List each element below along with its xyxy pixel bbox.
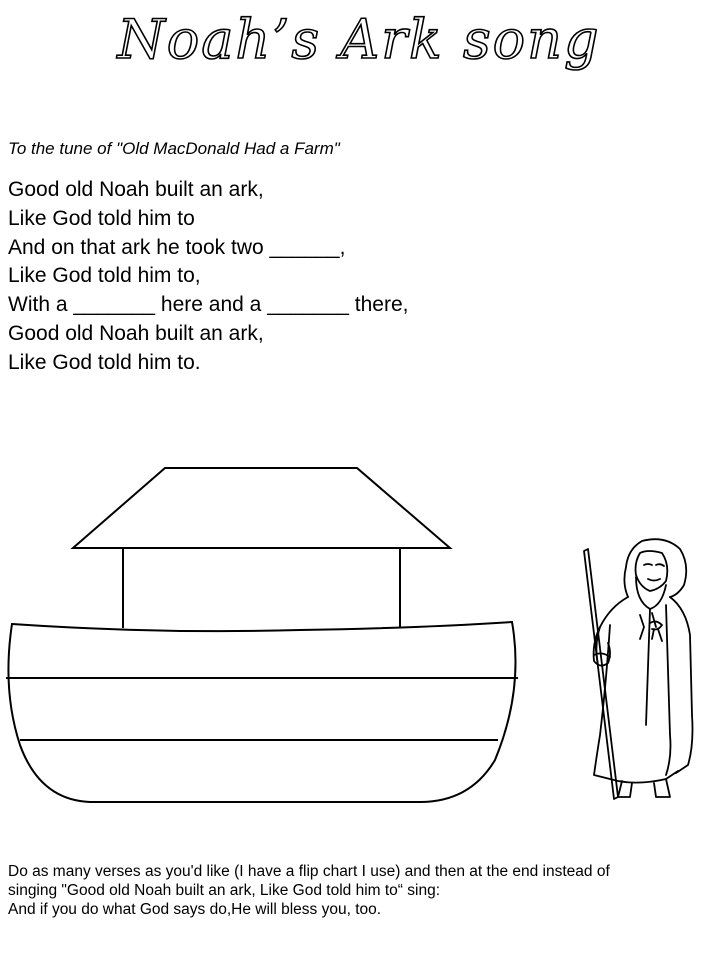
note-line: singing "Good old Noah built an ark, Like God told him to“ sing:: [8, 882, 440, 899]
ark-hull: [8, 622, 515, 802]
song-tune-note: To the tune of "Old MacDonald Had a Farm": [8, 139, 340, 158]
lyric-line: With a _______ here and a _______ there,: [8, 293, 409, 317]
lyrics: [8, 176, 408, 378]
ark-roof: [73, 468, 450, 548]
teacher-notes: [8, 862, 713, 919]
staff: [584, 549, 618, 799]
lyric-line: Like God told him to: [8, 206, 195, 230]
page-title: Noah’s Ark song: [117, 8, 601, 71]
note-line: Do as many verses as you'd like (I have a flip chart I use) and then at the end instead of: [8, 863, 610, 880]
lyric-line: Like God told him to,: [8, 264, 201, 288]
lyric-line: Like God told him to.: [8, 350, 201, 374]
noah-illustration: [570, 535, 710, 800]
lyric-line: Good old Noah built an ark,: [8, 178, 264, 201]
lyric-line: And on that ark he took two ______,: [8, 235, 346, 259]
note-line: And if you do what God says do,He will bless you, too.: [8, 901, 382, 918]
lyric-line: Good old Noah built an ark,: [8, 321, 264, 345]
ark-illustration: [0, 460, 525, 805]
ark-cabin: [123, 548, 400, 628]
